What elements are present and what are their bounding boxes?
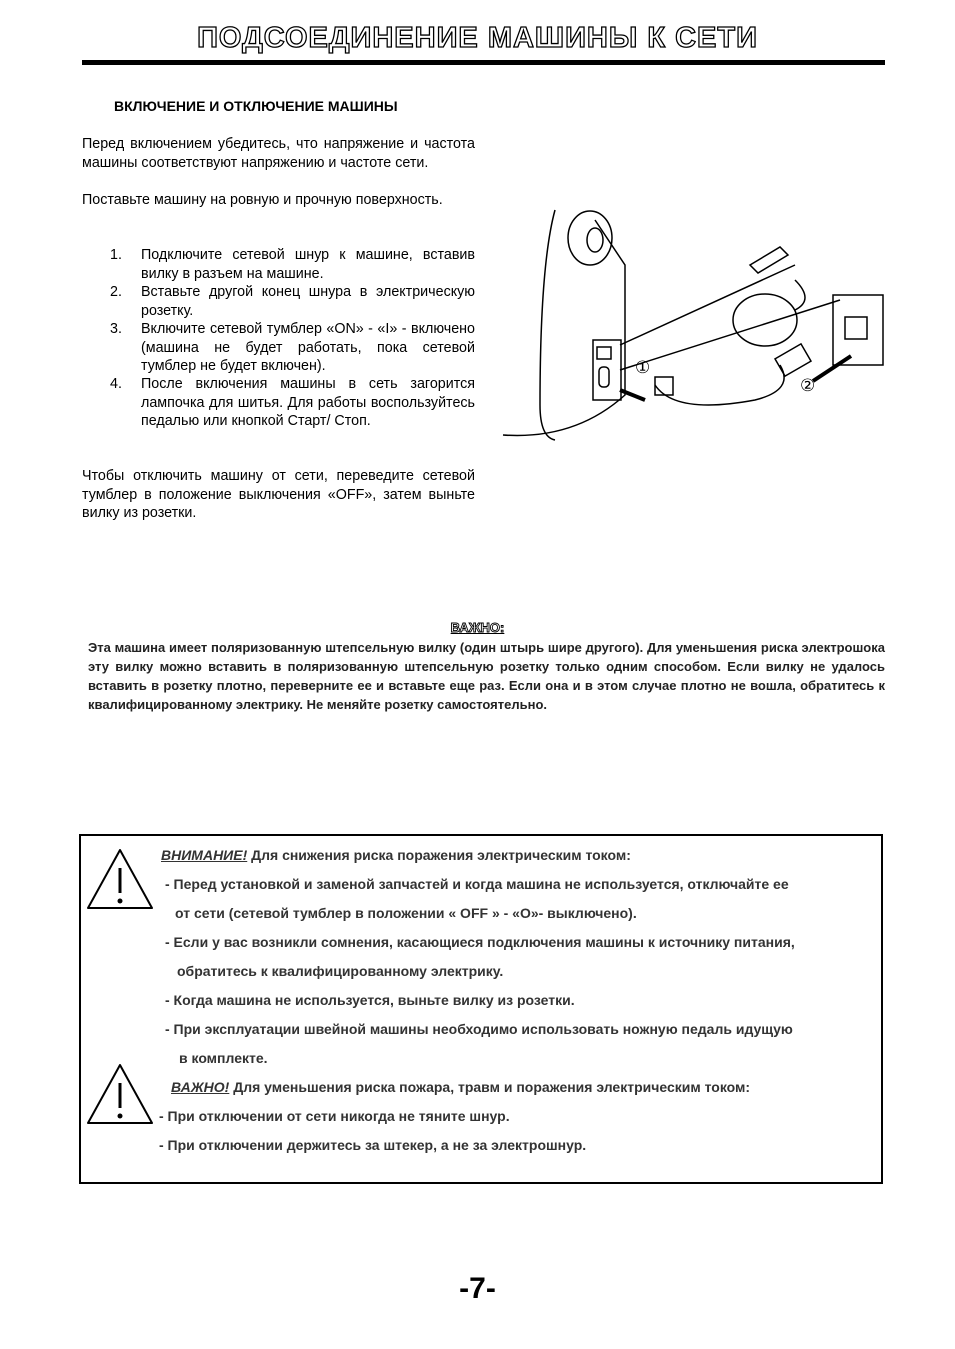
page-title: ПОДСОЕДИНЕНИЕ МАШИНЫ К СЕТИ: [197, 22, 758, 54]
connection-illustration: [495, 205, 895, 450]
warning-line: - Если у вас возникли сомнения, касающиеся подключения машины к источнику питания,: [165, 934, 795, 950]
warning-heading: ВНИМАНИЕ! Для снижения риска поражения электрическим током:: [161, 847, 631, 863]
list-item: [110, 320, 475, 376]
warning-triangle-icon: [85, 1061, 155, 1126]
outro-paragraph: Чтобы отключить машину от сети, переведите сетевой тумблер в положение выключения «OFF», затем выньте вилку из розетки.: [82, 468, 475, 521]
step-number: 2.: [110, 284, 122, 300]
intro-paragraph: Перед включением убедитесь, что напряжение и частота машины соответствуют напряжению и частоте сети.: [82, 136, 475, 171]
warning-line: - Перед установкой и заменой запчастей и когда машина не используется, отключайте ее: [165, 876, 789, 892]
warning-line: обратитесь к квалифицированному электрику.: [177, 963, 504, 979]
warning-line: - При эксплуатации швейной машины необходимо использовать ножную педаль идущую: [165, 1021, 793, 1037]
important-text: Эта машина имеет поляризованную штепсельную вилку (один штырь шире другого). Для уменьшения риска электрошока эту вилку можно вставить в поляризованную штепсельную розетку только одним способом. Если вилку не удалось вставить в розетку плотно, переверните ее и вставьте еще раз. Если она и в этом случае плотно не вошла, обратитесь к квалифицированному электрику. Не меняйте розетку самостоятельно.: [88, 640, 885, 712]
warning-line: - Когда машина не используется, выньте вилку из розетки.: [165, 992, 575, 1008]
step-number: 1.: [110, 247, 122, 263]
figure-label-1: ①: [635, 358, 651, 377]
step-number: 4.: [110, 376, 122, 392]
warning-line: - При отключении держитесь за штекер, а не за электрошнур.: [159, 1137, 587, 1153]
warning-line: - При отключении от сети никогда не тяните шнур.: [159, 1108, 510, 1124]
list-item: [110, 246, 475, 283]
step-number: 3.: [110, 321, 122, 337]
title-rule: [82, 60, 885, 65]
step-text: После включения машины в сеть загорится лампочка для шитья. Для работы воспользуйтесь педалью или кнопкой Старт/ Стоп.: [141, 376, 475, 429]
step-text: Подключите сетевой шнур к машине, вставив вилку в разъем на машине.: [141, 247, 475, 282]
warning-line: от сети (сетевой тумблер в положении « OFF » - «O»- выключено).: [175, 905, 637, 921]
step-text: Включите сетевой тумблер «ON» - «I» - включено (машина не будет работать, пока сетевой тумблер не будет включен).: [141, 321, 475, 374]
list-item: [110, 283, 475, 320]
step-text: Вставьте другой конец шнура в электрическую розетку.: [141, 284, 475, 319]
important-heading: ВАЖНО:: [450, 620, 505, 635]
figure-label-2: ②: [800, 376, 816, 395]
important-heading-2: ВАЖНО! Для уменьшения риска пожара, травм и поражения электрическим током:: [171, 1079, 751, 1095]
section-heading: ВКЛЮЧЕНИЕ И ОТКЛЮЧЕНИЕ МАШИНЫ: [114, 98, 398, 114]
warning-line: в комплекте.: [179, 1050, 268, 1066]
intro-paragraph: Поставьте машину на ровную и прочную поверхность.: [82, 192, 443, 208]
page-number: -7-: [459, 1272, 496, 1305]
warning-triangle-icon: [85, 846, 155, 911]
list-item: [110, 375, 475, 431]
warning-box: [79, 834, 883, 1184]
